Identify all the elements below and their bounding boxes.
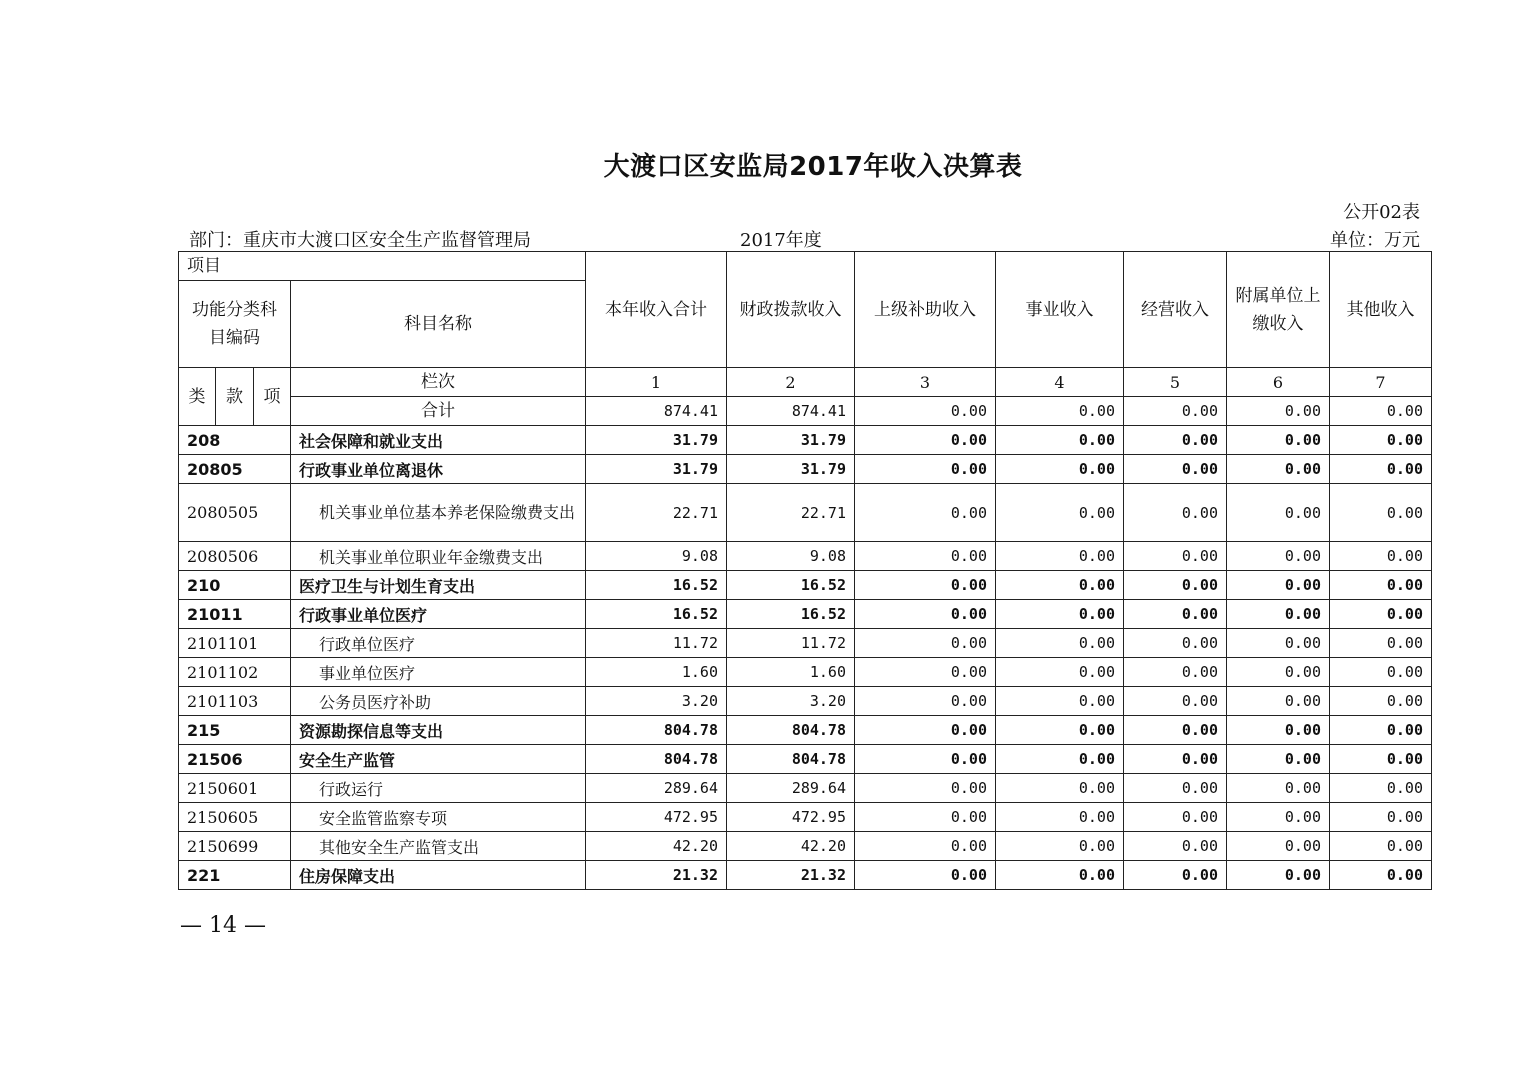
row-value: 0.00 bbox=[996, 774, 1124, 803]
page-number: — 14 — bbox=[180, 913, 266, 938]
row-value: 21.32 bbox=[727, 861, 855, 890]
document-title: 大渡口区安监局2017年收入决算表 bbox=[603, 152, 1023, 182]
row-value: 0.00 bbox=[855, 571, 996, 600]
row-value: 472.95 bbox=[586, 803, 727, 832]
row-value: 0.00 bbox=[1124, 455, 1227, 484]
row-value: 0.00 bbox=[1330, 803, 1432, 832]
row-value: 0.00 bbox=[1124, 542, 1227, 571]
header-subject-name: 科目名称 bbox=[291, 281, 586, 368]
row-value: 0.00 bbox=[996, 629, 1124, 658]
row-subject-name: 机关事业单位基本养老保险缴费支出 bbox=[291, 484, 586, 542]
row-value: 0.00 bbox=[1227, 774, 1330, 803]
row-value: 804.78 bbox=[727, 745, 855, 774]
header-col-business: 事业收入 bbox=[996, 252, 1124, 368]
total-value: 0.00 bbox=[1124, 397, 1227, 426]
row-value: 0.00 bbox=[855, 745, 996, 774]
row-code: 2101103 bbox=[179, 687, 291, 716]
row-value: 0.00 bbox=[1330, 774, 1432, 803]
row-value: 0.00 bbox=[1124, 687, 1227, 716]
table-row bbox=[179, 426, 1432, 455]
table-row bbox=[179, 658, 1432, 687]
row-value: 31.79 bbox=[586, 426, 727, 455]
col-number: 6 bbox=[1227, 368, 1330, 397]
table-row bbox=[179, 455, 1432, 484]
row-value: 0.00 bbox=[1330, 571, 1432, 600]
col-number: 1 bbox=[586, 368, 727, 397]
row-value: 0.00 bbox=[996, 455, 1124, 484]
row-value: 31.79 bbox=[727, 426, 855, 455]
row-value: 0.00 bbox=[855, 484, 996, 542]
header-col-total: 本年收入合计 bbox=[586, 252, 727, 368]
row-value: 0.00 bbox=[855, 716, 996, 745]
row-value: 0.00 bbox=[996, 832, 1124, 861]
row-code: 2150605 bbox=[179, 803, 291, 832]
row-subject-name: 住房保障支出 bbox=[291, 861, 586, 890]
row-value: 21.32 bbox=[586, 861, 727, 890]
row-value: 0.00 bbox=[855, 629, 996, 658]
row-value: 0.00 bbox=[1330, 687, 1432, 716]
row-value: 0.00 bbox=[855, 687, 996, 716]
row-value: 0.00 bbox=[996, 426, 1124, 455]
row-code: 2080505 bbox=[179, 484, 291, 542]
header-col-operating: 经营收入 bbox=[1124, 252, 1227, 368]
row-value: 16.52 bbox=[727, 571, 855, 600]
row-subject-name: 行政单位医疗 bbox=[291, 629, 586, 658]
header-xiang: 项 bbox=[254, 368, 291, 426]
row-code: 2150699 bbox=[179, 832, 291, 861]
row-value: 0.00 bbox=[1227, 658, 1330, 687]
row-value: 0.00 bbox=[1124, 484, 1227, 542]
row-value: 0.00 bbox=[996, 803, 1124, 832]
header-project: 项目 bbox=[179, 252, 586, 281]
row-value: 0.00 bbox=[1330, 600, 1432, 629]
row-value: 0.00 bbox=[1227, 600, 1330, 629]
table-row bbox=[179, 774, 1432, 803]
col-number: 4 bbox=[996, 368, 1124, 397]
table-row bbox=[179, 542, 1432, 571]
row-subject-name: 事业单位医疗 bbox=[291, 658, 586, 687]
row-value: 0.00 bbox=[1227, 484, 1330, 542]
row-value: 31.79 bbox=[586, 455, 727, 484]
table-row bbox=[179, 832, 1432, 861]
row-value: 0.00 bbox=[1227, 629, 1330, 658]
row-value: 16.52 bbox=[727, 600, 855, 629]
department-label: 部门：重庆市大渡口区安全生产监督管理局 bbox=[189, 230, 531, 251]
table-row bbox=[179, 629, 1432, 658]
header-col-other: 其他收入 bbox=[1330, 252, 1432, 368]
row-subject-name: 行政运行 bbox=[291, 774, 586, 803]
row-value: 16.52 bbox=[586, 571, 727, 600]
row-value: 0.00 bbox=[1330, 484, 1432, 542]
header-kuan: 款 bbox=[216, 368, 254, 426]
total-value: 0.00 bbox=[855, 397, 996, 426]
income-table bbox=[178, 251, 1432, 890]
row-code: 2101101 bbox=[179, 629, 291, 658]
row-value: 1.60 bbox=[586, 658, 727, 687]
row-value: 22.71 bbox=[586, 484, 727, 542]
table-row bbox=[179, 745, 1432, 774]
row-value: 0.00 bbox=[855, 832, 996, 861]
row-value: 1.60 bbox=[727, 658, 855, 687]
header-col-superior-subsidy: 上级补助收入 bbox=[855, 252, 996, 368]
row-subject-name: 公务员医疗补助 bbox=[291, 687, 586, 716]
row-value: 0.00 bbox=[1124, 745, 1227, 774]
row-value: 9.08 bbox=[727, 542, 855, 571]
row-value: 0.00 bbox=[855, 600, 996, 629]
row-subject-name: 资源勘探信息等支出 bbox=[291, 716, 586, 745]
row-value: 0.00 bbox=[1227, 803, 1330, 832]
row-code: 21011 bbox=[179, 600, 291, 629]
header-func-code: 功能分类科目编码 bbox=[179, 281, 291, 368]
row-value: 11.72 bbox=[727, 629, 855, 658]
row-value: 0.00 bbox=[855, 861, 996, 890]
fiscal-year-label: 2017年度 bbox=[740, 230, 822, 251]
row-value: 0.00 bbox=[996, 658, 1124, 687]
form-number: 公开02表 bbox=[1343, 202, 1420, 223]
row-value: 0.00 bbox=[1124, 716, 1227, 745]
row-value: 0.00 bbox=[855, 455, 996, 484]
row-code: 221 bbox=[179, 861, 291, 890]
row-subject-name: 行政事业单位医疗 bbox=[291, 600, 586, 629]
row-value: 22.71 bbox=[727, 484, 855, 542]
row-value: 0.00 bbox=[1227, 571, 1330, 600]
row-value: 0.00 bbox=[855, 426, 996, 455]
row-value: 0.00 bbox=[1330, 629, 1432, 658]
row-value: 0.00 bbox=[1124, 658, 1227, 687]
row-value: 31.79 bbox=[727, 455, 855, 484]
row-value: 0.00 bbox=[855, 542, 996, 571]
row-subject-name: 行政事业单位离退休 bbox=[291, 455, 586, 484]
row-code: 2080506 bbox=[179, 542, 291, 571]
col-number: 3 bbox=[855, 368, 996, 397]
row-value: 0.00 bbox=[1330, 861, 1432, 890]
col-number: 7 bbox=[1330, 368, 1432, 397]
row-code: 20805 bbox=[179, 455, 291, 484]
unit-label: 单位：万元 bbox=[1330, 230, 1420, 251]
row-value: 42.20 bbox=[727, 832, 855, 861]
row-subject-name: 安全生产监管 bbox=[291, 745, 586, 774]
row-value: 0.00 bbox=[1227, 687, 1330, 716]
total-value: 874.41 bbox=[727, 397, 855, 426]
row-value: 0.00 bbox=[1227, 716, 1330, 745]
row-value: 3.20 bbox=[727, 687, 855, 716]
header-lei: 类 bbox=[179, 368, 216, 426]
row-value: 0.00 bbox=[1227, 455, 1330, 484]
col-number: 5 bbox=[1124, 368, 1227, 397]
row-value: 0.00 bbox=[996, 542, 1124, 571]
table-row bbox=[179, 600, 1432, 629]
row-value: 0.00 bbox=[1124, 629, 1227, 658]
row-value: 0.00 bbox=[996, 571, 1124, 600]
total-label: 合计 bbox=[291, 397, 586, 426]
row-value: 0.00 bbox=[1227, 745, 1330, 774]
row-value: 0.00 bbox=[1124, 426, 1227, 455]
row-value: 0.00 bbox=[996, 687, 1124, 716]
row-subject-name: 安全监管监察专项 bbox=[291, 803, 586, 832]
row-subject-name: 社会保障和就业支出 bbox=[291, 426, 586, 455]
row-value: 0.00 bbox=[1124, 774, 1227, 803]
table-row bbox=[179, 687, 1432, 716]
row-value: 0.00 bbox=[996, 861, 1124, 890]
row-value: 0.00 bbox=[1124, 600, 1227, 629]
total-value: 0.00 bbox=[1227, 397, 1330, 426]
row-value: 0.00 bbox=[1124, 803, 1227, 832]
row-value: 0.00 bbox=[1330, 455, 1432, 484]
total-value: 0.00 bbox=[996, 397, 1124, 426]
row-value: 0.00 bbox=[1227, 861, 1330, 890]
row-value: 289.64 bbox=[586, 774, 727, 803]
table-row bbox=[179, 484, 1432, 542]
row-code: 2150601 bbox=[179, 774, 291, 803]
row-value: 472.95 bbox=[727, 803, 855, 832]
header-lanci: 栏次 bbox=[291, 368, 586, 397]
row-value: 0.00 bbox=[855, 803, 996, 832]
row-value: 0.00 bbox=[1227, 426, 1330, 455]
row-value: 0.00 bbox=[1124, 861, 1227, 890]
row-value: 16.52 bbox=[586, 600, 727, 629]
row-value: 0.00 bbox=[1330, 745, 1432, 774]
row-value: 9.08 bbox=[586, 542, 727, 571]
row-value: 0.00 bbox=[855, 774, 996, 803]
table-row bbox=[179, 571, 1432, 600]
row-value: 289.64 bbox=[727, 774, 855, 803]
header-col-affiliate: 附属单位上缴收入 bbox=[1227, 252, 1330, 368]
table-row bbox=[179, 716, 1432, 745]
row-value: 0.00 bbox=[1227, 542, 1330, 571]
row-subject-name: 机关事业单位职业年金缴费支出 bbox=[291, 542, 586, 571]
row-value: 3.20 bbox=[586, 687, 727, 716]
total-value: 874.41 bbox=[586, 397, 727, 426]
row-code: 208 bbox=[179, 426, 291, 455]
row-subject-name: 医疗卫生与计划生育支出 bbox=[291, 571, 586, 600]
row-code: 21506 bbox=[179, 745, 291, 774]
total-value: 0.00 bbox=[1330, 397, 1432, 426]
row-value: 0.00 bbox=[1227, 832, 1330, 861]
row-value: 0.00 bbox=[1330, 832, 1432, 861]
row-value: 42.20 bbox=[586, 832, 727, 861]
row-code: 2101102 bbox=[179, 658, 291, 687]
row-value: 804.78 bbox=[727, 716, 855, 745]
row-value: 804.78 bbox=[586, 745, 727, 774]
row-value: 0.00 bbox=[1330, 658, 1432, 687]
row-value: 0.00 bbox=[1124, 832, 1227, 861]
col-number: 2 bbox=[727, 368, 855, 397]
row-value: 0.00 bbox=[855, 658, 996, 687]
header-col-fiscal: 财政拨款收入 bbox=[727, 252, 855, 368]
table-row bbox=[179, 803, 1432, 832]
row-code: 210 bbox=[179, 571, 291, 600]
row-value: 0.00 bbox=[1124, 571, 1227, 600]
row-value: 0.00 bbox=[996, 484, 1124, 542]
row-value: 0.00 bbox=[1330, 542, 1432, 571]
row-value: 0.00 bbox=[1330, 426, 1432, 455]
row-value: 0.00 bbox=[1330, 716, 1432, 745]
row-value: 0.00 bbox=[996, 745, 1124, 774]
table-row bbox=[179, 861, 1432, 890]
row-value: 0.00 bbox=[996, 716, 1124, 745]
row-value: 0.00 bbox=[996, 600, 1124, 629]
row-code: 215 bbox=[179, 716, 291, 745]
row-subject-name: 其他安全生产监管支出 bbox=[291, 832, 586, 861]
row-value: 804.78 bbox=[586, 716, 727, 745]
row-value: 11.72 bbox=[586, 629, 727, 658]
